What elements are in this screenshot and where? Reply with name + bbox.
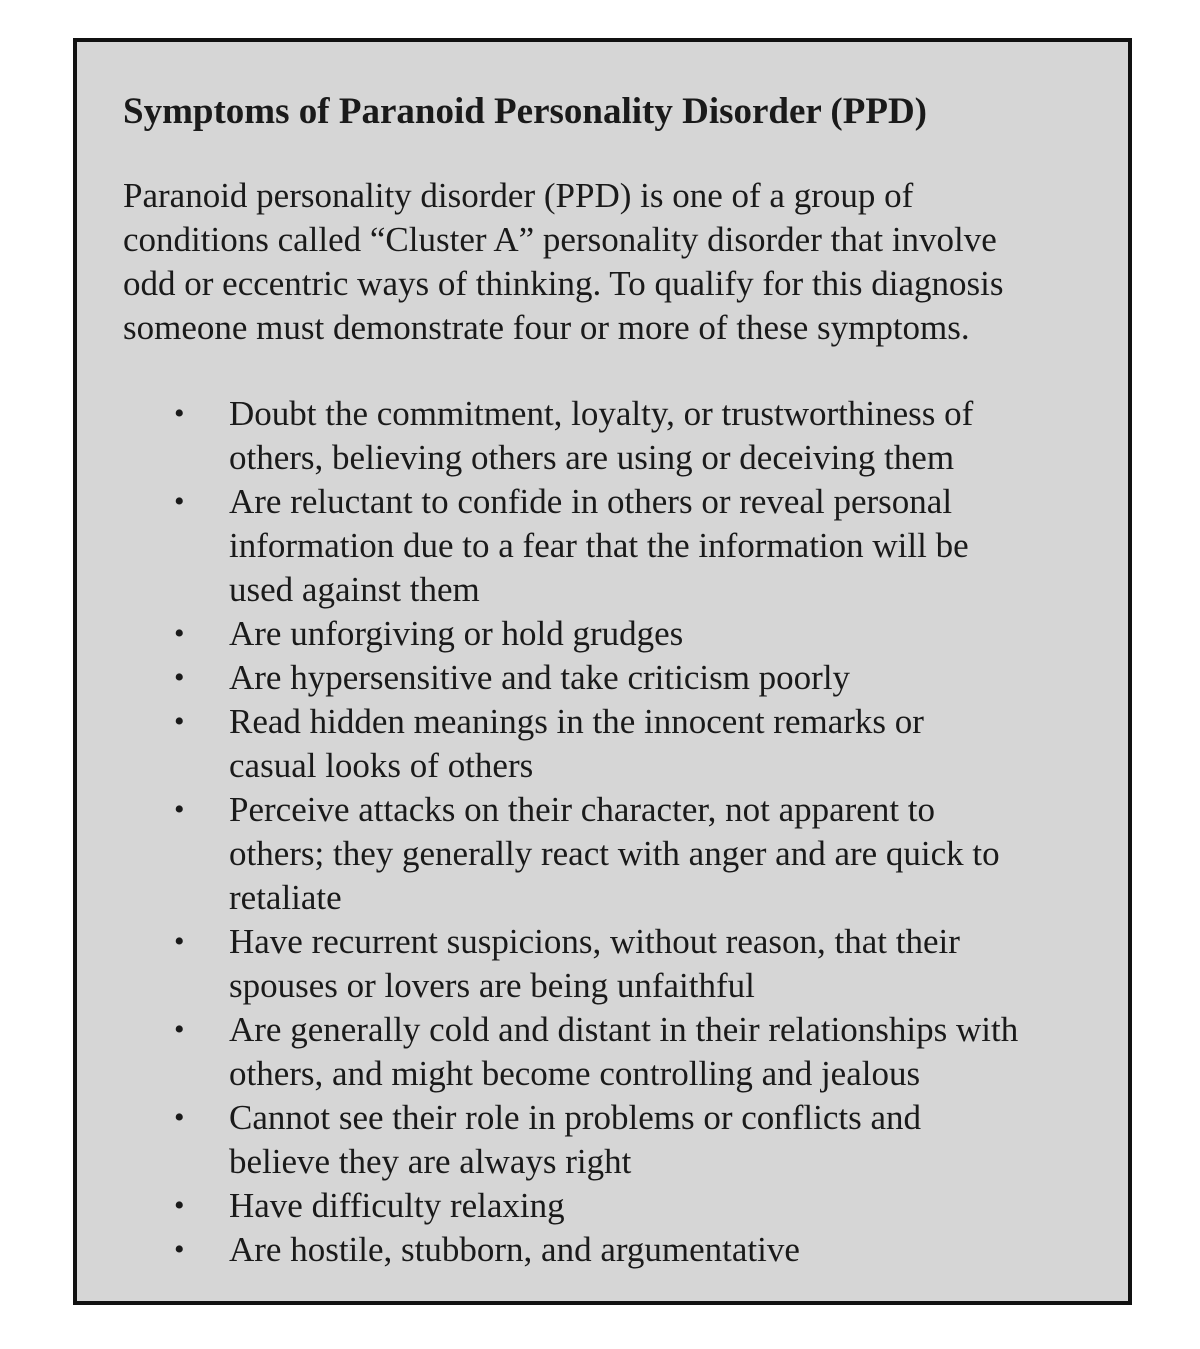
bullet-icon: •	[174, 1101, 185, 1134]
intro-line: odd or eccentric ways of thinking. To qualify for this diagnosis	[123, 264, 1004, 303]
symptoms-box	[73, 38, 1132, 1305]
symptom-text-line: others; they generally react with anger and are quick to	[229, 834, 1000, 873]
intro-line: Paranoid personality disorder (PPD) is one of a group of	[123, 176, 914, 215]
symptom-text-line: Are unforgiving or hold grudges	[229, 614, 684, 653]
symptom-item	[174, 1228, 1114, 1272]
bullet-icon: •	[174, 617, 185, 650]
symptom-text-line: casual looks of others	[229, 746, 534, 785]
symptom-text-line: others, believing others are using or deceiving them	[229, 438, 955, 477]
symptom-text-line: Cannot see their role in problems or conflicts and	[229, 1098, 922, 1137]
symptom-text-line: used against them	[229, 570, 480, 609]
bullet-icon: •	[174, 793, 185, 826]
bullet-icon: •	[174, 661, 185, 694]
symptom-item	[174, 1008, 1114, 1096]
bullet-icon: •	[174, 1189, 185, 1222]
symptom-text-line: Doubt the commitment, loyalty, or trustworthiness of	[229, 394, 974, 433]
symptom-item	[174, 920, 1114, 1008]
symptom-list	[174, 392, 1114, 1272]
intro-paragraph	[123, 174, 1103, 350]
symptom-text-line: Read hidden meanings in the innocent remarks or	[229, 702, 924, 741]
intro-line: someone must demonstrate four or more of these symptoms.	[123, 308, 970, 347]
symptom-item	[174, 656, 1114, 700]
symptom-text-line: Are reluctant to confide in others or reveal personal	[229, 482, 953, 521]
symptom-item	[174, 788, 1114, 920]
symptom-item	[174, 392, 1114, 480]
bullet-icon: •	[174, 925, 185, 958]
symptom-text-line: Are generally cold and distant in their relationships with	[229, 1010, 1019, 1049]
symptom-text-line: Perceive attacks on their character, not apparent to	[229, 790, 936, 829]
symptom-text-line: believe they are always right	[229, 1142, 632, 1181]
box-title: Symptoms of Paranoid Personality Disorder (PPD)	[123, 91, 927, 132]
bullet-icon: •	[174, 397, 185, 430]
symptom-text-line: spouses or lovers are being unfaithful	[229, 966, 755, 1005]
symptom-item	[174, 1096, 1114, 1184]
symptom-text-line: Have difficulty relaxing	[229, 1186, 565, 1225]
intro-line: conditions called “Cluster A” personality disorder that involve	[123, 220, 997, 259]
symptom-text-line: information due to a fear that the information will be	[229, 526, 969, 565]
symptom-text-line: Are hypersensitive and take criticism poorly	[229, 658, 851, 697]
bullet-icon: •	[174, 705, 185, 738]
bullet-icon: •	[174, 1013, 185, 1046]
symptom-item	[174, 1184, 1114, 1228]
symptom-text-line: Are hostile, stubborn, and argumentative	[229, 1230, 800, 1269]
symptom-text-line: retaliate	[229, 878, 342, 917]
bullet-icon: •	[174, 485, 185, 518]
symptom-item	[174, 480, 1114, 612]
bullet-icon: •	[174, 1233, 185, 1266]
symptom-text-line: others, and might become controlling and jealous	[229, 1054, 921, 1093]
symptom-item	[174, 700, 1114, 788]
symptom-text-line: Have recurrent suspicions, without reason, that their	[229, 922, 960, 961]
symptom-item	[174, 612, 1114, 656]
